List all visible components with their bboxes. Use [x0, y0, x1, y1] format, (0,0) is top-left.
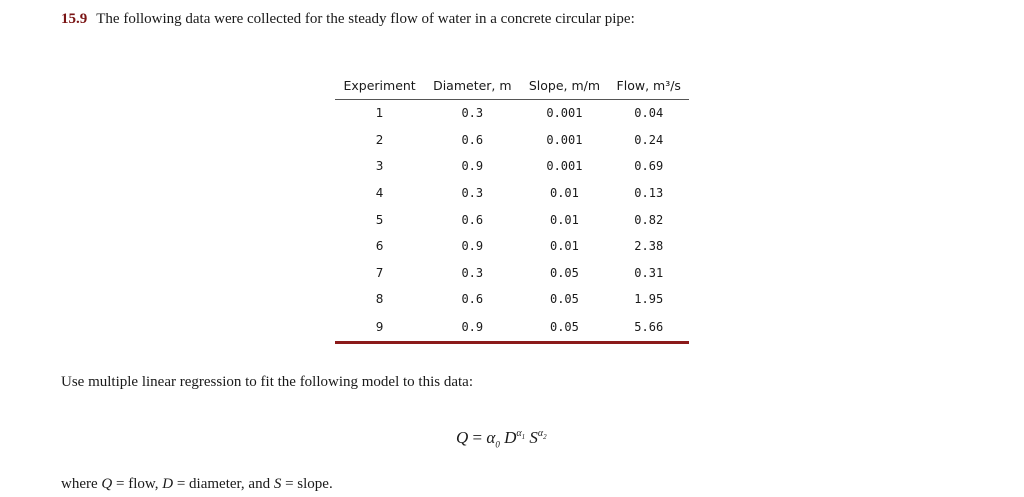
table-row — [335, 127, 689, 154]
cell-diameter: 0.3 — [461, 106, 484, 121]
table-row — [335, 153, 689, 180]
cell-flow: 0.82 — [634, 212, 664, 227]
header-diameter: Diameter, m — [424, 72, 520, 100]
cell-flow: 1.95 — [634, 292, 664, 307]
model-equation — [456, 428, 547, 449]
cell-experiment: 3 — [375, 159, 384, 174]
cell-slope: 0.01 — [549, 212, 579, 227]
cell-diameter: 0.3 — [461, 186, 484, 201]
cell-diameter: 0.9 — [461, 239, 484, 254]
cell-experiment: 1 — [375, 106, 384, 121]
cell-experiment: 6 — [375, 239, 384, 254]
cell-diameter: 0.6 — [461, 132, 484, 147]
table-row — [335, 286, 689, 313]
cell-experiment: 4 — [375, 186, 384, 201]
where-text: where Q = flow, D = diameter, and S = slope. — [61, 476, 333, 492]
cell-experiment: 9 — [335, 313, 424, 343]
cell-slope: 0.05 — [520, 313, 608, 343]
table-header-row — [335, 72, 689, 100]
table-row — [335, 260, 689, 287]
cell-flow: 0.69 — [634, 159, 664, 174]
cell-flow: 0.13 — [634, 186, 664, 201]
cell-flow: 0.24 — [634, 132, 664, 147]
cell-slope: 0.05 — [549, 265, 579, 280]
eq-q: Q — [456, 428, 469, 447]
cell-diameter: 0.9 — [424, 313, 520, 343]
eq-equals: = — [472, 428, 483, 447]
cell-experiment: 7 — [375, 265, 384, 280]
cell-slope: 0.001 — [546, 132, 583, 147]
cell-flow: 5.66 — [608, 313, 689, 343]
cell-diameter: 0.6 — [461, 292, 484, 307]
header-experiment: Experiment — [335, 72, 424, 100]
eq-d: $D^{\alpha_1}$ — [504, 428, 526, 447]
cell-flow: 0.04 — [634, 106, 664, 121]
problem-statement: The following data were collected for the steady flow of water in a concrete circular pipe: — [96, 11, 635, 27]
cell-diameter: 0.9 — [461, 159, 484, 174]
table-row — [335, 206, 689, 233]
cell-experiment: 5 — [375, 212, 384, 227]
header-flow: Flow, m³/s — [608, 72, 689, 100]
eq-s: $S^{\alpha_2}$ — [529, 428, 547, 447]
cell-diameter: 0.6 — [461, 212, 484, 227]
cell-slope: 0.01 — [549, 186, 579, 201]
header-slope: Slope, m/m — [520, 72, 608, 100]
cell-experiment: 8 — [375, 292, 384, 307]
cell-flow: 0.31 — [634, 265, 664, 280]
cell-slope: 0.001 — [546, 159, 583, 174]
data-table — [335, 72, 689, 344]
cell-flow: 2.38 — [634, 239, 664, 254]
table-row — [335, 100, 689, 127]
cell-slope: 0.001 — [546, 106, 583, 121]
cell-slope: 0.05 — [549, 292, 579, 307]
problem-heading — [61, 11, 635, 28]
eq-alpha0: $\alpha_0$ — [486, 428, 500, 450]
table-row — [335, 313, 689, 343]
cell-experiment: 2 — [375, 132, 384, 147]
instruction-text: Use multiple linear regression to fit the following model to this data: — [61, 374, 474, 390]
problem-number: 15.9 — [61, 11, 88, 27]
cell-diameter: 0.3 — [461, 265, 484, 280]
table-row — [335, 180, 689, 207]
table-row — [335, 233, 689, 260]
cell-slope: 0.01 — [549, 239, 579, 254]
